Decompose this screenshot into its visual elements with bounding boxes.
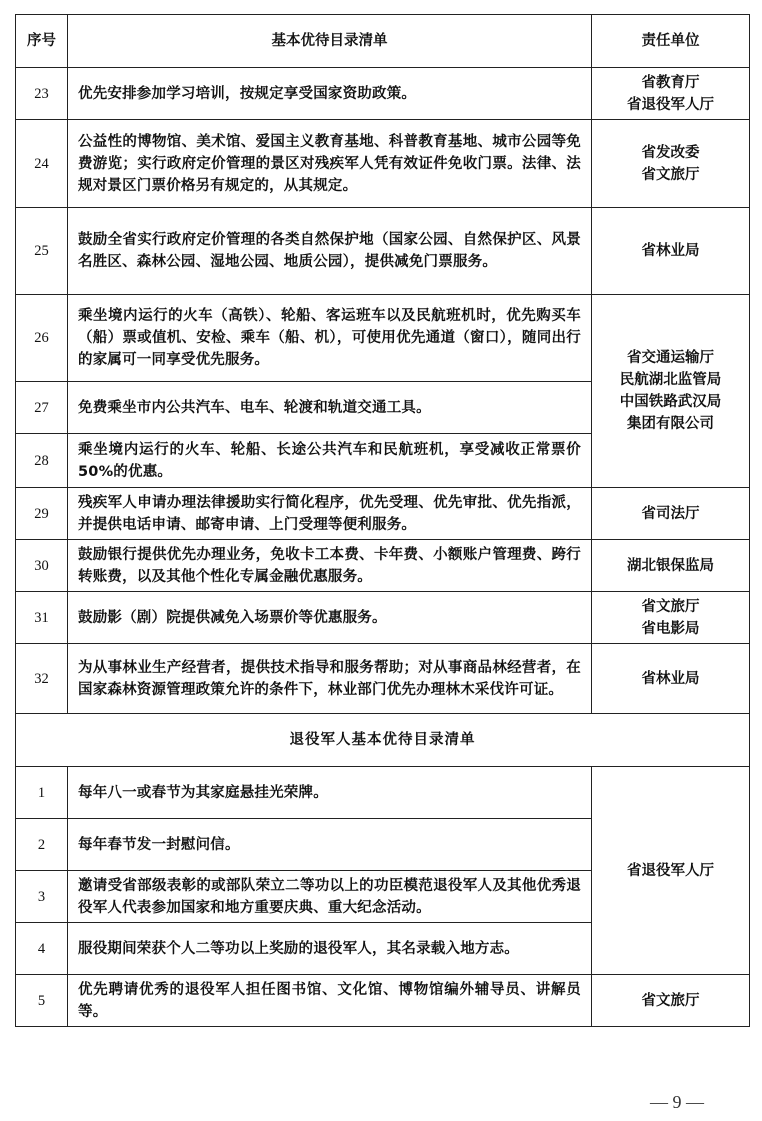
- row-unit: [592, 975, 750, 1027]
- unit-text: 省司法厅: [641, 505, 700, 522]
- row-item: 优先安排参加学习培训，按规定享受国家资助政策。: [68, 68, 592, 120]
- row-unit: [592, 767, 750, 975]
- row-item: 鼓励全省实行政府定价管理的各类自然保护地（国家公园、自然保护区、风景名胜区、森林公园、湿地公园、地质公园），提供减免门票服务。: [68, 208, 592, 295]
- table-row: [16, 68, 750, 120]
- row-number: 4: [16, 923, 68, 975]
- unit-text: 省林业局: [641, 243, 700, 259]
- row-number: 5: [16, 975, 68, 1027]
- row-item: 服役期间荣获个人二等功以上奖励的退役军人，其名录载入地方志。: [68, 923, 592, 975]
- row-item: 鼓励影（剧）院提供减免入场票价等优惠服务。: [68, 592, 592, 644]
- section-row: [16, 714, 750, 767]
- unit-text: 省退役军人厅: [627, 862, 714, 879]
- row-number: 24: [16, 120, 68, 208]
- table-row: [16, 295, 750, 382]
- benefits-table: [15, 14, 750, 1027]
- header-item: 基本优待目录清单: [68, 15, 592, 68]
- row-unit: [592, 68, 750, 120]
- table-row: [16, 208, 750, 295]
- header-no: 序号: [16, 15, 68, 68]
- row-number: 28: [16, 434, 68, 488]
- unit-text: 省发改委 省文旅厅: [641, 144, 700, 183]
- row-number: 25: [16, 208, 68, 295]
- table-row: [16, 540, 750, 592]
- page-number: — 9 —: [650, 1092, 704, 1112]
- row-unit: [592, 592, 750, 644]
- row-unit: [592, 208, 750, 295]
- header-unit: 责任单位: [592, 15, 750, 68]
- row-unit: [592, 120, 750, 208]
- row-number: 27: [16, 382, 68, 434]
- unit-text: 省文旅厅: [641, 992, 700, 1009]
- row-item: 鼓励银行提供优先办理业务，免收卡工本费、卡年费、小额账户管理费、跨行转账费，以及其他个性化专属金融优惠服务。: [68, 540, 592, 592]
- row-number: 26: [16, 295, 68, 382]
- section-title: 退役军人基本优待目录清单: [16, 714, 750, 767]
- row-number: 23: [16, 68, 68, 120]
- table-row: [16, 592, 750, 644]
- row-item: 残疾军人申请办理法律援助实行简化程序，优先受理、优先审批、优先指派，并提供电话申请、邮寄申请、上门受理等便利服务。: [68, 488, 592, 540]
- row-number: 29: [16, 488, 68, 540]
- row-item: 乘坐境内运行的火车（高铁）、轮船、客运班车以及民航班机时，优先购买车（船）票或值机、安检、乘车（船、机），可使用优先通道（窗口），随同出行的家属可一同享受优先服务。: [68, 295, 592, 382]
- table-row: [16, 644, 750, 714]
- row-number: 3: [16, 871, 68, 923]
- row-item: 优先聘请优秀的退役军人担任图书馆、文化馆、博物馆编外辅导员、讲解员等。: [68, 975, 592, 1027]
- row-item: 为从事林业生产经营者，提供技术指导和服务帮助；对从事商品林经营者，在国家森林资源管理政策允许的条件下，林业部门优先办理林木采伐许可证。: [68, 644, 592, 714]
- unit-text: 湖北银保监局: [627, 557, 714, 574]
- unit-text: 省交通运输厅 民航湖北监管局 中国铁路武汉局 集团有限公司: [619, 350, 722, 432]
- row-item: 邀请受省部级表彰的或部队荣立二等功以上的功臣模范退役军人及其他优秀退役军人代表参加国家和地方重要庆典、重大纪念活动。: [68, 871, 592, 923]
- row-item: 免费乘坐市内公共汽车、电车、轮渡和轨道交通工具。: [68, 382, 592, 434]
- unit-text: 省教育厅 省退役军人厅: [627, 74, 714, 113]
- table-header-row: [16, 15, 750, 68]
- row-item: 每年春节发一封慰问信。: [68, 819, 592, 871]
- row-unit: [592, 295, 750, 488]
- row-unit: [592, 540, 750, 592]
- row-number: 30: [16, 540, 68, 592]
- unit-text: 省文旅厅 省电影局: [641, 598, 700, 637]
- unit-text: 省林业局: [641, 670, 700, 687]
- table-row: [16, 767, 750, 819]
- row-item: 每年八一或春节为其家庭悬挂光荣牌。: [68, 767, 592, 819]
- row-number: 31: [16, 592, 68, 644]
- row-number: 2: [16, 819, 68, 871]
- row-item: 公益性的博物馆、美术馆、爱国主义教育基地、科普教育基地、城市公园等免费游览；实行政府定价管理的景区对残疾军人凭有效证件免收门票。法律、法规对景区门票价格另有规定的，从其规定。: [68, 120, 592, 208]
- row-item: 乘坐境内运行的火车、轮船、长途公共汽车和民航班机，享受减收正常票价 50%的优惠。: [68, 434, 592, 488]
- row-number: 1: [16, 767, 68, 819]
- row-unit: [592, 644, 750, 714]
- row-number: 32: [16, 644, 68, 714]
- table-row: [16, 120, 750, 208]
- row-unit: [592, 488, 750, 540]
- table-row: [16, 488, 750, 540]
- table-row: [16, 975, 750, 1027]
